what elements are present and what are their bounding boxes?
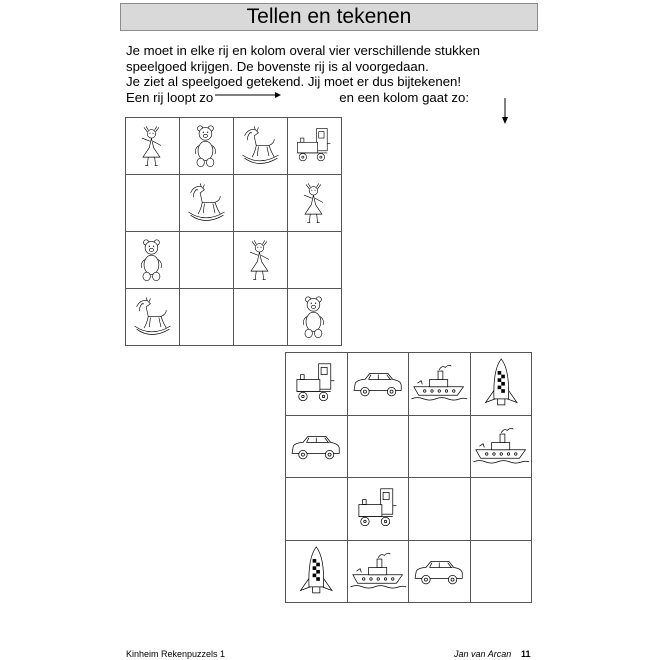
rocking-horse-icon: [234, 118, 287, 174]
grid-cell: [126, 118, 180, 175]
grid-cell: [348, 541, 410, 604]
car-icon: [286, 416, 347, 478]
page-title: Tellen en tekenen: [246, 5, 412, 28]
grid-cell: [409, 353, 471, 416]
column-arrow-icon: [500, 98, 510, 124]
teddy-bear-icon: [180, 118, 233, 174]
instructions: [126, 43, 480, 105]
row-arrow-icon: [215, 91, 281, 99]
grid-cell: [288, 118, 342, 175]
grid-cell: [126, 289, 180, 346]
rocket-icon: [471, 353, 532, 415]
grid-cell: [234, 232, 288, 289]
grid-cell: [409, 416, 471, 479]
toy-train-icon: [286, 353, 347, 415]
ship-icon: [471, 416, 532, 478]
grid-cell: [286, 541, 348, 604]
rocking-horse-icon: [180, 175, 233, 231]
rocking-horse-icon: [126, 289, 179, 345]
grid-cell: [234, 175, 288, 232]
grid-cell: [288, 289, 342, 346]
grid-cell: [126, 175, 180, 232]
doll-icon: [126, 118, 179, 174]
grid-cell: [180, 232, 234, 289]
car-icon: [409, 541, 470, 603]
grid-cell: [234, 289, 288, 346]
instruction-line-3: Je ziet al speelgoed getekend. Jij moet er dus bijtekenen!: [126, 74, 462, 90]
puzzle-grid-2: [285, 352, 532, 603]
grid-cell: [348, 416, 410, 479]
page-number: 11: [521, 649, 531, 659]
grid-cell: [180, 175, 234, 232]
ship-icon: [409, 353, 470, 415]
toy-train-icon: [348, 478, 409, 540]
grid-cell: [286, 478, 348, 541]
grid-cell: [471, 416, 533, 479]
puzzle-grid-1: [125, 117, 342, 346]
instruction-line-2: speelgoed krijgen. De bovenste rij is al voorgedaan.: [126, 58, 429, 74]
instruction-line-1: Je moet in elke rij en kolom overal vier verschillende stukken: [126, 43, 481, 58]
teddy-bear-icon: [126, 232, 179, 288]
rocket-icon: [286, 541, 347, 603]
teddy-bear-icon: [288, 289, 341, 345]
ship-icon: [348, 541, 409, 603]
doll-icon: [288, 175, 341, 231]
toy-train-icon: [288, 118, 341, 174]
instruction-line-4: [126, 90, 480, 106]
grid-cell: [180, 289, 234, 346]
grid-cell: [126, 232, 180, 289]
grid-cell: [471, 353, 533, 416]
grid-cell: [348, 353, 410, 416]
footer-author: Jan van Arcan: [454, 649, 512, 659]
grid-cell: [409, 541, 471, 604]
grid-cell: [288, 175, 342, 232]
column-instruction: en een kolom gaat zo:: [339, 89, 469, 105]
grid-cell: [471, 478, 533, 541]
car-icon: [348, 353, 409, 415]
grid-cell: [288, 232, 342, 289]
grid-cell: [471, 541, 533, 604]
doll-icon: [234, 232, 287, 288]
grid-cell: [286, 353, 348, 416]
grid-cell: [409, 478, 471, 541]
row-instruction: Een rij loopt zo: [126, 89, 214, 105]
title-bar: [120, 3, 538, 31]
grid-cell: [180, 118, 234, 175]
footer-book-title: Kinheim Rekenpuzzels 1: [126, 649, 226, 659]
grid-cell: [234, 118, 288, 175]
grid-cell: [348, 478, 410, 541]
grid-cell: [286, 416, 348, 479]
